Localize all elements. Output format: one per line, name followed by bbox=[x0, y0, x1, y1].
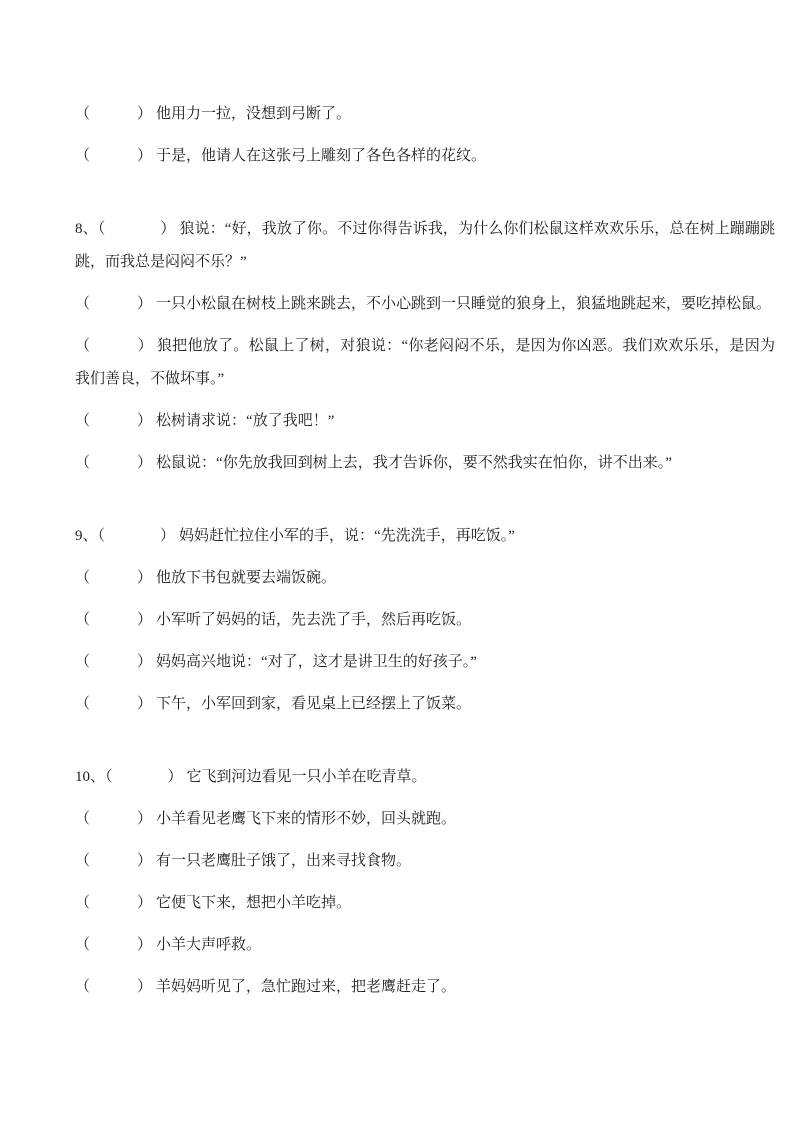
open-paren: （ bbox=[75, 148, 91, 164]
question-section bbox=[75, 98, 775, 173]
sequence-item bbox=[75, 98, 775, 131]
sequence-item bbox=[75, 887, 775, 920]
close-paren: ） bbox=[137, 455, 153, 471]
sequence-item bbox=[75, 288, 775, 321]
sequence-item bbox=[75, 646, 775, 679]
sentence-text: 松鼠说：“你先放我回到树上去，我才告诉你，要不然我实在怕你，讲不出来。” bbox=[156, 455, 672, 471]
sentence-text: 它飞到河边看见一只小羊在吃青草。 bbox=[186, 769, 427, 785]
close-paren: ） bbox=[137, 338, 153, 354]
answer-blank bbox=[75, 570, 152, 586]
sentence-text: 他用力一拉，没想到弓断了。 bbox=[156, 106, 352, 122]
close-paren: ） bbox=[137, 148, 153, 164]
close-paren: ） bbox=[137, 853, 153, 869]
sequence-item bbox=[75, 447, 775, 480]
question-section bbox=[75, 520, 775, 721]
blank-gap bbox=[90, 349, 137, 350]
sentence-text: 妈妈高兴地说：“对了，这才是讲卫生的好孩子。” bbox=[156, 654, 477, 670]
answer-blank bbox=[75, 654, 152, 670]
sequence-item bbox=[75, 929, 775, 962]
blank-gap bbox=[90, 159, 137, 160]
sentence-text: 他放下书包就要去端饭碗。 bbox=[156, 570, 337, 586]
sequence-item bbox=[75, 845, 775, 878]
answer-blank bbox=[98, 528, 176, 544]
blank-gap bbox=[105, 232, 160, 233]
close-paren: ） bbox=[160, 221, 176, 237]
blank-gap bbox=[90, 906, 137, 907]
sequence-item bbox=[75, 520, 775, 553]
answer-blank bbox=[98, 221, 176, 237]
open-paren: （ bbox=[75, 811, 91, 827]
sentence-text: 羊妈妈听见了，急忙跑过来，把老鹰赶走了。 bbox=[156, 979, 457, 995]
answer-blank bbox=[75, 811, 152, 827]
open-paren: （ bbox=[97, 528, 106, 544]
blank-gap bbox=[90, 665, 137, 666]
open-paren: （ bbox=[75, 895, 91, 911]
close-paren: ） bbox=[137, 979, 153, 995]
close-paren: ） bbox=[137, 895, 153, 911]
blank-gap bbox=[90, 707, 137, 708]
open-paren: （ bbox=[75, 612, 91, 628]
blank-gap bbox=[105, 539, 160, 540]
answer-blank bbox=[75, 979, 152, 995]
sequence-item bbox=[75, 803, 775, 836]
question-section bbox=[75, 213, 775, 480]
close-paren: ） bbox=[137, 654, 153, 670]
answer-blank bbox=[75, 853, 152, 869]
blank-gap bbox=[90, 581, 137, 582]
sentence-text: 它便飞下来，想把小羊吃掉。 bbox=[156, 895, 352, 911]
open-paren: （ bbox=[75, 338, 91, 354]
answer-blank bbox=[75, 895, 152, 911]
sentence-text: 下午，小军回到家，看见桌上已经摆上了饭菜。 bbox=[156, 696, 472, 712]
answer-blank bbox=[75, 937, 152, 953]
close-paren: ） bbox=[137, 937, 153, 953]
answer-blank bbox=[75, 148, 152, 164]
answer-blank bbox=[75, 106, 152, 122]
open-paren: （ bbox=[75, 455, 91, 471]
close-paren: ） bbox=[160, 528, 176, 544]
open-paren: （ bbox=[97, 221, 106, 237]
close-paren: ） bbox=[137, 811, 153, 827]
open-paren: （ bbox=[105, 769, 113, 785]
sequence-item bbox=[75, 562, 775, 595]
answer-blank bbox=[75, 338, 153, 354]
sentence-text: 妈妈赶忙拉住小军的手，说：“先洗洗手，再吃饭。” bbox=[179, 528, 515, 544]
answer-blank bbox=[75, 413, 152, 429]
close-paren: ） bbox=[137, 696, 153, 712]
blank-gap bbox=[90, 424, 137, 425]
blank-gap bbox=[113, 780, 168, 781]
blank-gap bbox=[90, 623, 137, 624]
sequence-item bbox=[75, 405, 775, 438]
open-paren: （ bbox=[75, 296, 91, 312]
sentence-text: 于是，他请人在这张弓上雕刻了各色各样的花纹。 bbox=[156, 148, 487, 164]
sequence-item bbox=[75, 330, 775, 396]
blank-gap bbox=[90, 117, 137, 118]
open-paren: （ bbox=[75, 106, 91, 122]
close-paren: ） bbox=[137, 612, 153, 628]
sequence-item bbox=[75, 761, 775, 794]
sequence-item bbox=[75, 604, 775, 637]
question-number: 10、 bbox=[75, 769, 106, 785]
close-paren: ） bbox=[137, 570, 153, 586]
sequence-item bbox=[75, 213, 775, 279]
open-paren: （ bbox=[75, 979, 91, 995]
open-paren: （ bbox=[75, 853, 91, 869]
sentence-text: 松树请求说：“放了我吧！” bbox=[156, 413, 335, 429]
open-paren: （ bbox=[75, 696, 91, 712]
sentence-text: 小军听了妈妈的话，先去洗了手，然后再吃饭。 bbox=[156, 612, 472, 628]
blank-gap bbox=[90, 307, 137, 308]
answer-blank bbox=[75, 296, 152, 312]
sentence-text: 有一只老鹰肚子饿了，出来寻找食物。 bbox=[156, 853, 412, 869]
blank-gap bbox=[90, 822, 137, 823]
sequence-item bbox=[75, 688, 775, 721]
blank-gap bbox=[90, 864, 137, 865]
sentence-text: 小羊大声呼救。 bbox=[156, 937, 262, 953]
close-paren: ） bbox=[137, 296, 153, 312]
blank-gap bbox=[90, 948, 137, 949]
open-paren: （ bbox=[75, 570, 91, 586]
answer-blank bbox=[75, 612, 152, 628]
open-paren: （ bbox=[75, 937, 91, 953]
sentence-text: 一只小松鼠在树枝上跳来跳去，不小心跳到一只睡觉的狼身上，狼猛地跳起来，要吃掉松鼠。 bbox=[156, 296, 772, 312]
sentence-text: 狼说：“好，我放了你。不过你得告诉我，为什么你们松鼠这样欢欢乐乐，总在树上蹦蹦跳跳，而我总是闷闷不乐？” bbox=[75, 221, 775, 270]
sentence-text: 小羊看见老鹰飞下来的情形不妙，回头就跑。 bbox=[156, 811, 457, 827]
blank-gap bbox=[90, 466, 137, 467]
answer-blank bbox=[75, 455, 152, 471]
answer-blank bbox=[75, 696, 152, 712]
sequence-item bbox=[75, 971, 775, 1004]
open-paren: （ bbox=[75, 654, 91, 670]
close-paren: ） bbox=[137, 413, 153, 429]
question-section bbox=[75, 761, 775, 1004]
open-paren: （ bbox=[75, 413, 91, 429]
answer-blank bbox=[105, 769, 183, 785]
close-paren: ） bbox=[137, 106, 153, 122]
sentence-text: 狼把他放了。松鼠上了树，对狼说：“你老闷闷不乐，是因为你凶恶。我们欢欢乐乐，是因为我们善良，不做坏事。” bbox=[75, 338, 775, 387]
question-number: 9、 bbox=[75, 528, 98, 544]
blank-gap bbox=[90, 990, 137, 991]
sequence-item bbox=[75, 140, 775, 173]
question-number: 8、 bbox=[75, 221, 98, 237]
close-paren: ） bbox=[167, 769, 183, 785]
